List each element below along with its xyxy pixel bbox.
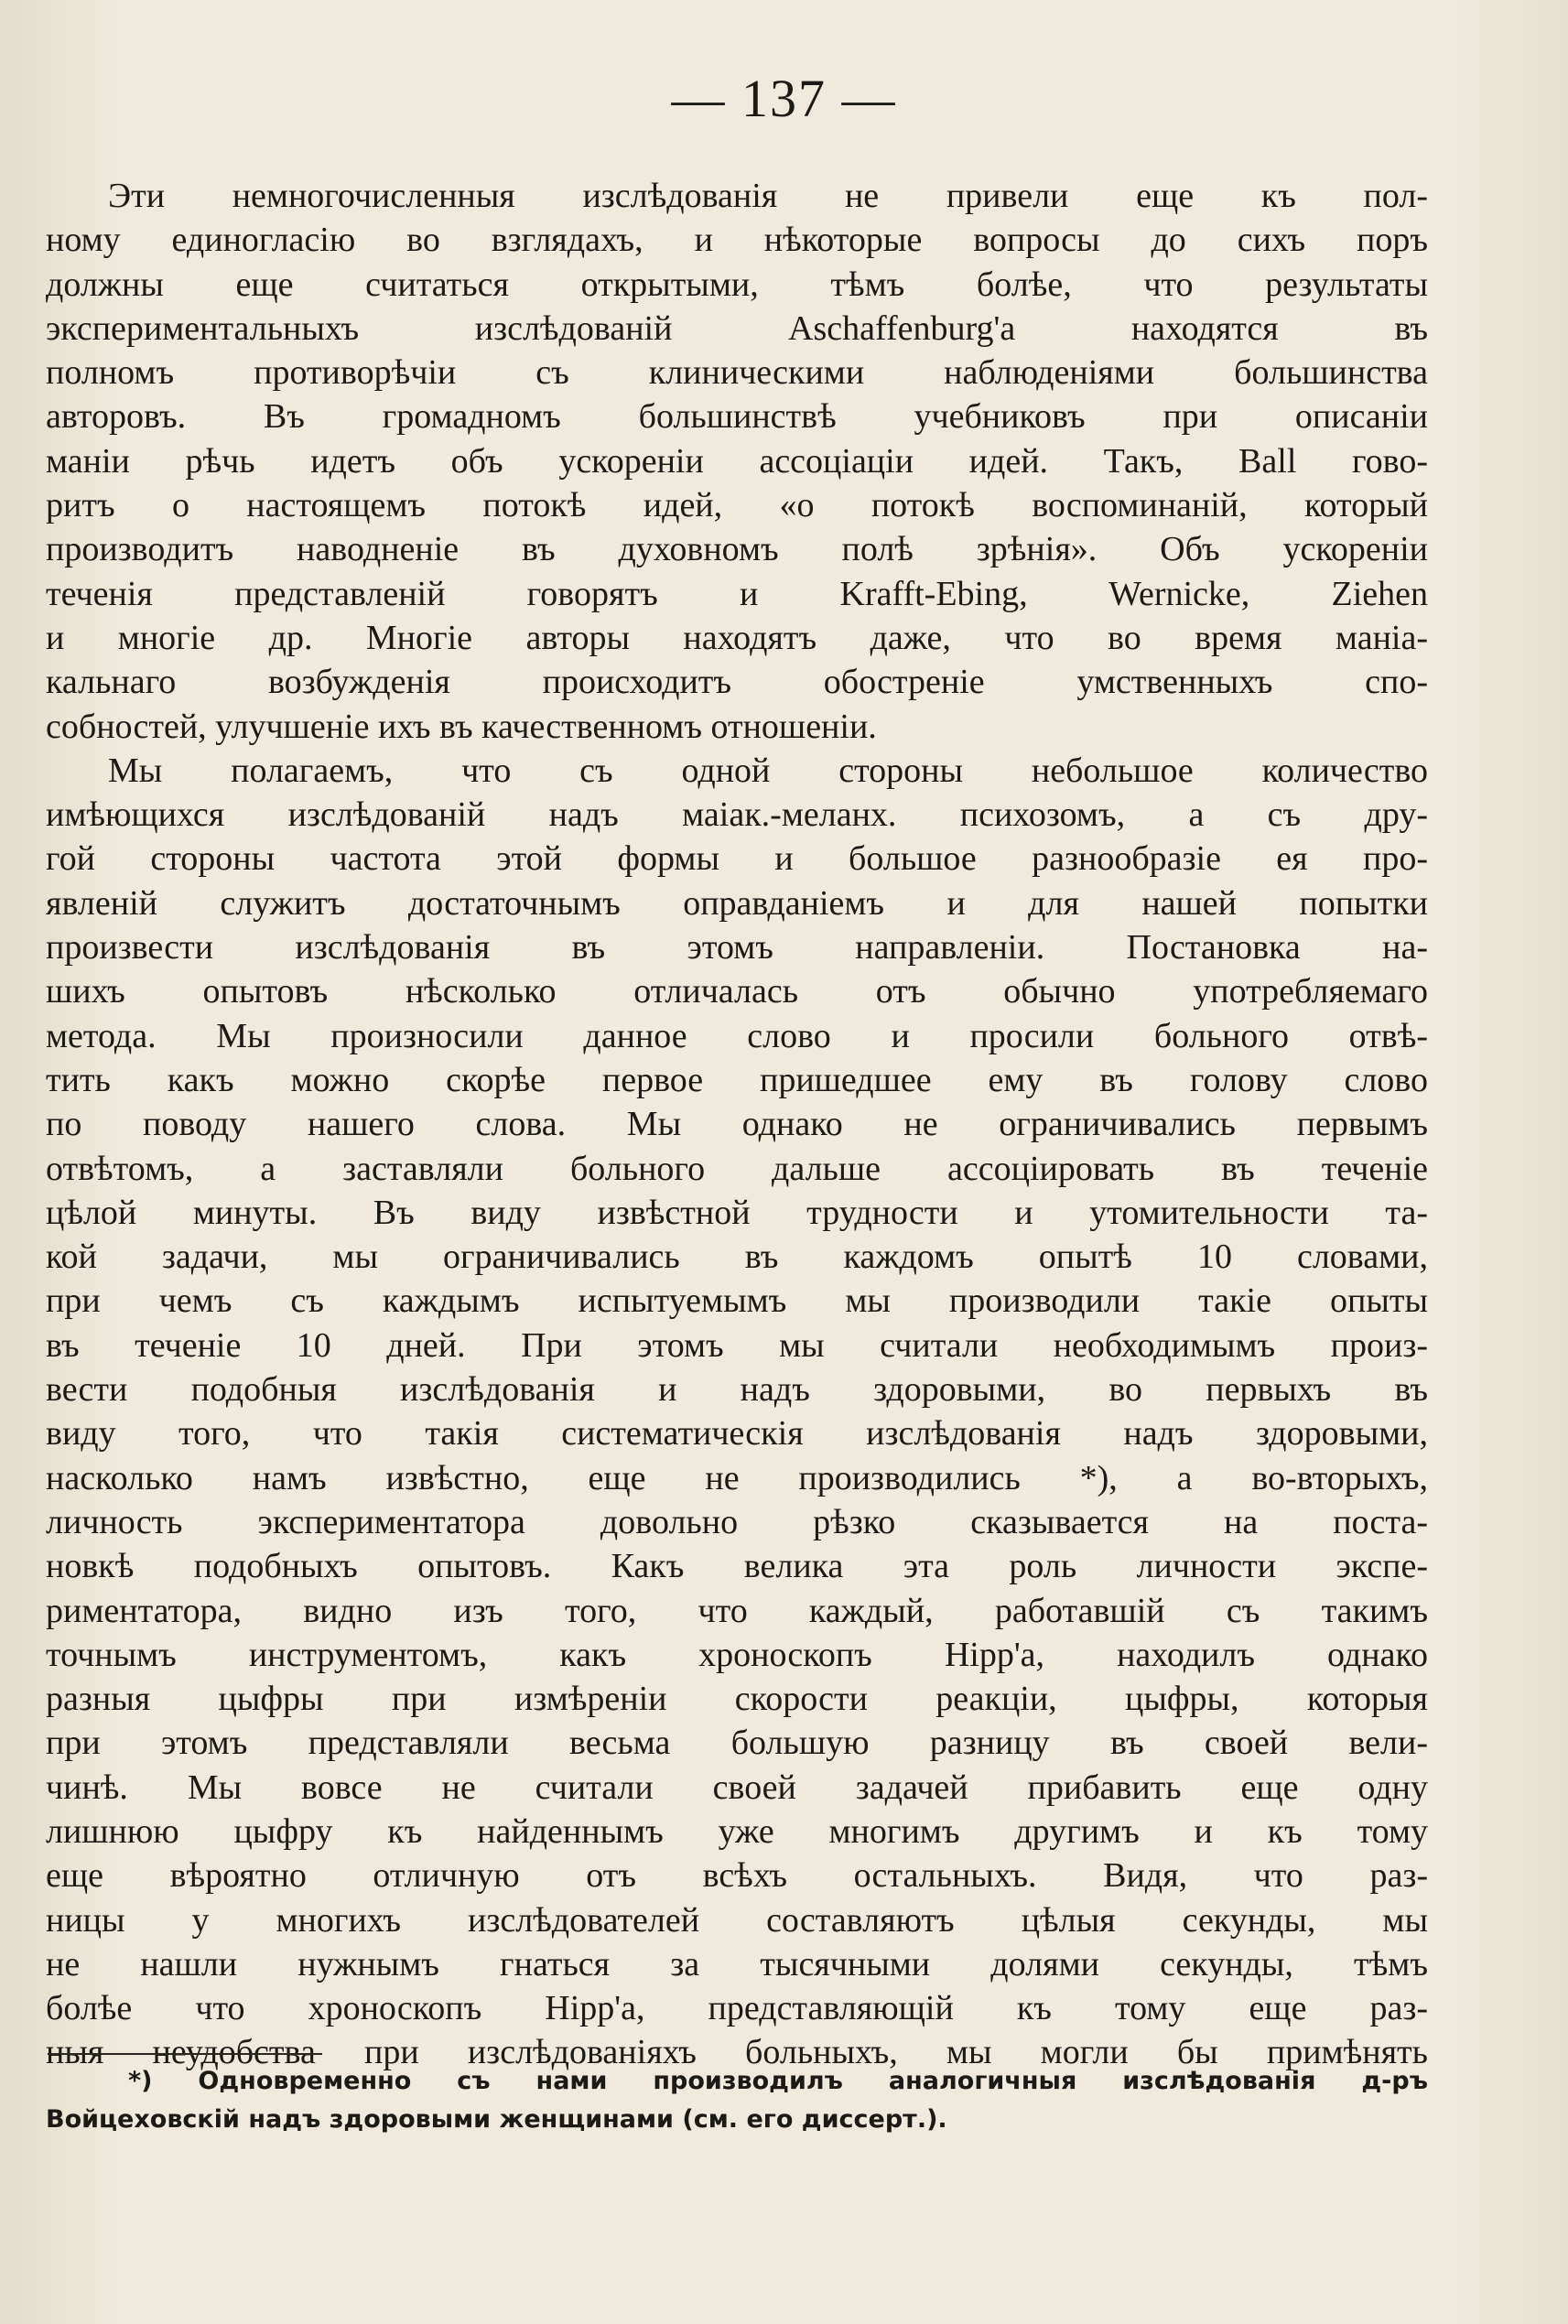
text-line: шихъ опытовъ нѣсколько отличалась отъ обычно употребляемаго xyxy=(46,972,1428,1011)
text-line: вести подобныя изслѣдованія и надъ здоровыми, во первыхъ въ xyxy=(46,1370,1428,1410)
text-line: Эти немногочисленныя изслѣдованія не привели еще къ пол- xyxy=(108,177,1428,215)
footnote-line: Войцеховскій надъ здоровыми женщинами (см. его диссерт.). xyxy=(46,2105,947,2134)
text-line: кальнаго возбужденія происходитъ обостреніе умственныхъ спо- xyxy=(46,663,1428,702)
text-line: произвести изслѣдованія въ этомъ направленіи. Постановка на- xyxy=(46,928,1428,967)
text-line: разныя цыфры при измѣреніи скорости реакціи, цыфры, которыя xyxy=(46,1680,1428,1719)
text-line: точнымъ инструментомъ, какъ хроноскопъ Hipp'а, находилъ однако xyxy=(46,1635,1428,1674)
footnote-divider xyxy=(48,2053,322,2055)
text-line: ницы у многихъ изслѣдователей составляютъ цѣлыя секунды, мы xyxy=(46,1900,1428,1940)
text-line: чинѣ. Мы вовсе не считали своей задачей прибавить еще одну xyxy=(46,1767,1428,1807)
text-line: риментатора, видно изъ того, что каждый, работавшій съ такимъ xyxy=(46,1591,1428,1630)
text-line: ному единогласію во взглядахъ, и нѣкоторые вопросы до сихъ поръ xyxy=(46,221,1428,260)
text-line: Мы полагаемъ, что съ одной стороны небольшое количество xyxy=(108,751,1428,790)
text-line: въ теченіе 10 дней. При этомъ мы считали необходимымъ произ- xyxy=(46,1325,1428,1365)
text-line: маніи рѣчь идетъ объ ускореніи ассоціаціи идей. Такъ, Ball гово- xyxy=(46,441,1428,481)
text-line: экспериментальныхъ изслѣдованій Aschaffenburg'а находятся въ xyxy=(46,308,1428,348)
text-line: ныя неудобства при изслѣдованіяхъ больныхъ, мы могли бы примѣнять xyxy=(46,2033,1428,2072)
text-line: виду того, что такія систематическія изслѣдованія надъ здоровыми, xyxy=(46,1414,1428,1454)
text-line: имѣющихся изслѣдованій надъ маіак.-меланх. психозомъ, а съ дру- xyxy=(46,795,1428,835)
text-line: насколько намъ извѣстно, еще не производились *), а во-вторыхъ, xyxy=(46,1458,1428,1497)
text-line: производитъ наводненіе въ духовномъ полѣ зрѣнія». Объ ускореніи xyxy=(46,530,1428,569)
body-text xyxy=(46,174,1428,2075)
text-line: гой стороны частота этой формы и большое разнообразіе ея про- xyxy=(46,839,1428,879)
text-line: лишнюю цыфру къ найденнымъ уже многимъ другимъ и къ тому xyxy=(46,1811,1428,1851)
text-line: болѣе что хроноскопъ Hipp'а, представляющій къ тому еще раз- xyxy=(46,1989,1428,2028)
text-line: еще вѣроятно отличную отъ всѣхъ остальныхъ. Видя, что раз- xyxy=(46,1856,1428,1896)
page-number: — 137 — xyxy=(671,69,897,128)
text-line: кой задачи, мы ограничивались въ каждомъ опытѣ 10 словами, xyxy=(46,1238,1428,1277)
text-line: явленій служитъ достаточнымъ оправданіемъ и для нашей попытки xyxy=(46,883,1428,923)
text-line: не нашли нужнымъ гнаться за тысячными долями секунды, тѣмъ xyxy=(46,1944,1428,1984)
text-line: ритъ о настоящемъ потокѣ идей, «о потокѣ воспоминаній, который xyxy=(46,486,1428,525)
text-line: новкѣ подобныхъ опытовъ. Какъ велика эта роль личности экспе- xyxy=(46,1547,1428,1586)
text-line: полномъ противорѣчіи съ клиническими наблюденіями большинства xyxy=(46,353,1428,393)
text-line: при чемъ съ каждымъ испытуемымъ мы производили такіе опыты xyxy=(46,1281,1428,1321)
text-line: тить какъ можно скорѣе первое пришедшее ему въ голову слово xyxy=(46,1060,1428,1099)
text-line: авторовъ. Въ громадномъ большинствѣ учебниковъ при описаніи xyxy=(46,397,1428,437)
footnote-line: *) Одновременно съ нами производилъ аналогичныя изслѣдованія д-ръ xyxy=(128,2067,1428,2095)
text-line: цѣлой минуты. Въ виду извѣстной трудности и утомительности та- xyxy=(46,1193,1428,1232)
text-line: собностей, улучшеніе ихъ въ качественномъ отношеніи. xyxy=(46,707,877,746)
text-line: отвѣтомъ, а заставляли больного дальше ассоціировать въ теченіе xyxy=(46,1149,1428,1188)
text-line: личность экспериментатора довольно рѣзко сказывается на поста- xyxy=(46,1502,1428,1541)
text-line: по поводу нашего слова. Мы однако не ограничивались первымъ xyxy=(46,1105,1428,1144)
text-line: и многіе др. Многіе авторы находятъ даже, что во время маніа- xyxy=(46,618,1428,657)
text-line: теченія представленій говорятъ и Krafft-Ebing, Wernicke, Ziehen xyxy=(46,574,1428,613)
text-line: должны еще считаться открытыми, тѣмъ болѣе, что результаты xyxy=(46,265,1428,304)
footnote xyxy=(46,2062,1428,2139)
text-line: при этомъ представляли весьма большую разницу въ своей вели- xyxy=(46,1724,1428,1763)
text-line: метода. Мы произносили данное слово и просили больного отвѣ- xyxy=(46,1016,1428,1055)
